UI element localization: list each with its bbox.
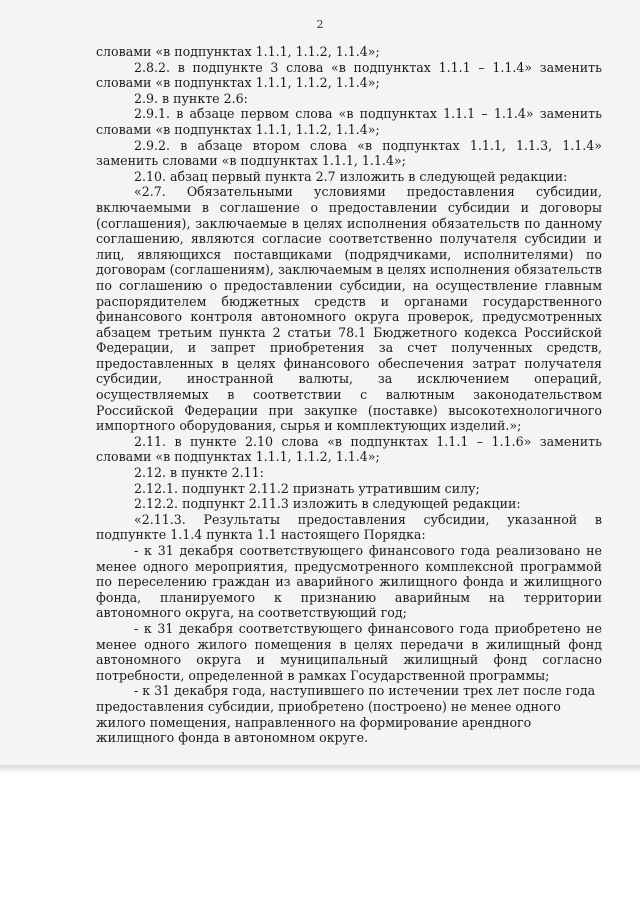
paragraph: 2.12. в пункте 2.11: [134, 465, 264, 481]
paragraph: 2.8.2. в подпункте 3 слова «в подпунктах 1.1.1 – 1.1.4» заменить словами «в подпунктах 1.1.1, 1.1.2, 1.1.4»; [96, 59, 602, 91]
paragraph: 2.9. в пункте 2.6: [134, 90, 248, 106]
paragraph: 2.11. в пункте 2.10 слова «в подпунктах 1.1.1 – 1.1.6» заменить словами «в подпунктах 1.1.1, 1.1.2, 1.1.4»; [96, 433, 602, 465]
paragraph: словами «в подпунктах 1.1.1, 1.1.2, 1.1.4»; [96, 44, 380, 59]
paragraph: 2.9.2. в абзаце втором слова «в подпунктах 1.1.1, 1.1.3, 1.1.4» заменить словами «в подпунктах 1.1.1, 1.1.4»; [96, 137, 602, 169]
paragraph: «2.7. Обязательными условиями предоставления субсидии, включаемыми в соглашение о предоставлении субсидии и договоры (соглашения), заключаемые в целях исполнения обязательств по данному соглашению, являются согласие соответственно получателя субсидии и лиц, являющихся поставщиками (подрядчиками, исполнителями) по договорам (соглашениям), заключаемым в целях исполнения обязательств по соглашению о предоставлении субсидии, на осуществление главным распорядителем бюджетных средств и органами государственного финансового контроля автономного округа проверок, предусмотренных абзацем третьим пункта 2 статьи 78.1 Бюджетного кодекса Российской Федерации, и запрет приобретения за счет полученных средств, предоставленных в целях финансового обеспечения затрат получателя субсидии, иностранной валюты, за исключением операций, осуществляемых в соответствии с валютным законодательством Российской Федерации при закупке (поставке) высокотехнологичного импортного оборудования, сырья и комплектующих изделий.»; [96, 184, 602, 434]
paragraph: - к 31 декабря соответствующего финансового года приобретено не менее одного жилого помещения в целях передачи в жилищный фонд автономного округа и муниципальный жилищный фонд согласно потребности, определенной в рамках Государственной программы; [96, 620, 602, 683]
paragraph: «2.11.3. Результаты предоставления субсидии, указанной в подпункте 1.1.4 пункта 1.1 настоящего Порядка: [96, 511, 602, 543]
paragraph: 2.12.1. подпункт 2.11.2 признать утратившим силу; [134, 480, 480, 496]
paragraph: - к 31 декабря года, наступившего по истечении трех лет после года предоставления субсидии, приобретено (построено) не менее одного жилого помещения, направленного на формирование арендного жилищного фонда в автономном округе. [96, 683, 596, 746]
paragraph: - к 31 декабря соответствующего финансового года реализовано не менее одного мероприятия, предусмотренного комплексной программой по переселению граждан из аварийного жилищного фонда и жилищного фонда, планируемого к признанию аварийным на территории автономного округа, на соответствующий год; [96, 543, 602, 621]
paragraph: 2.12.2. подпункт 2.11.3 изложить в следующей редакции: [134, 496, 521, 512]
page-edge-shadow [0, 765, 640, 773]
paragraph: 2.9.1. в абзаце первом слова «в подпунктах 1.1.1 – 1.1.4» заменить словами «в подпунктах 1.1.1, 1.1.2, 1.1.4»; [96, 106, 602, 137]
paragraph: 2.10. абзац первый пункта 2.7 изложить в следующей редакции: [134, 168, 568, 184]
page-number: 2 [316, 18, 324, 31]
document-body [96, 44, 602, 746]
